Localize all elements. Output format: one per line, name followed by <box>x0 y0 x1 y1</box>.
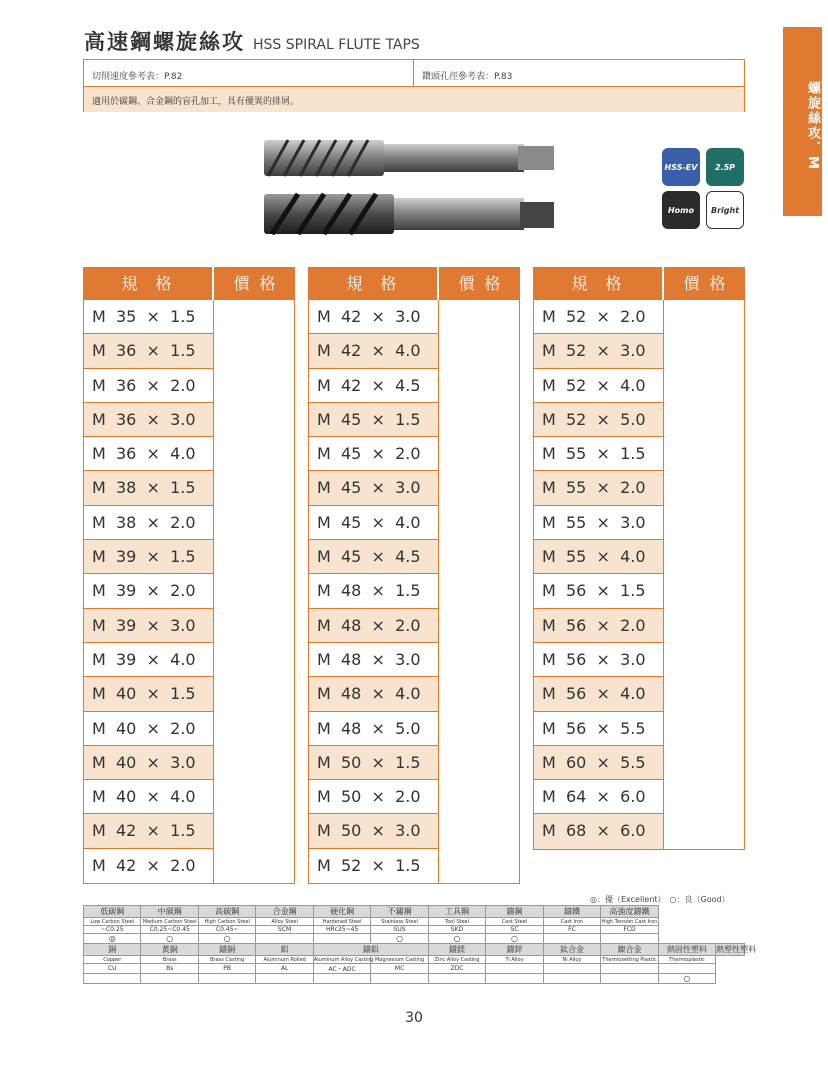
spec-row: M 52 × 4.0 <box>534 369 663 403</box>
mat-cell <box>601 974 658 984</box>
spec-header: 規格 <box>83 267 214 300</box>
spec-row: M 45 × 2.0 <box>309 437 438 471</box>
badge-2-5p: 2.5P <box>706 148 744 186</box>
mat-cell: ◎ <box>84 934 141 944</box>
spec-row: M 56 × 4.0 <box>534 677 663 711</box>
spec-row: M 42 × 4.0 <box>309 334 438 368</box>
mat-cell: MC <box>371 964 428 974</box>
mat-cell: 銅 <box>84 944 141 956</box>
mat-cell <box>543 934 600 944</box>
spec-header: 規格 <box>308 267 439 300</box>
mat-cell: Hardened Steel <box>313 918 370 926</box>
price-header: 價格 <box>458 274 511 293</box>
mat-cell: FCD <box>601 926 658 934</box>
mat-cell: High Carbon Steel <box>198 918 255 926</box>
spec-row: M 48 × 5.0 <box>309 712 438 746</box>
price-header: 價格 <box>233 274 286 293</box>
spec-row: M 48 × 2.0 <box>309 609 438 643</box>
spec-table-2 <box>308 267 520 884</box>
mat-cell: 鑄鋅 <box>486 944 543 956</box>
spec-row: M 48 × 3.0 <box>309 643 438 677</box>
mat-cell: Ti Alloy <box>486 956 543 964</box>
mat-cell: 黃銅 <box>141 944 198 956</box>
mat-cell: ○ <box>486 934 543 944</box>
spec-table-1 <box>83 267 295 884</box>
mat-cell: Zinc Alloy Casting <box>428 956 485 964</box>
info-box <box>83 59 745 112</box>
mat-row1-rating <box>84 934 745 944</box>
mat-cell <box>543 964 600 974</box>
mat-cell: Aluminum Rolled <box>256 956 313 964</box>
mat-cell: Tool Steel <box>428 918 485 926</box>
mat-cell: Thermoplastic <box>658 956 715 964</box>
mat-cell: Aluminum Alloy Casting <box>313 956 374 963</box>
mat-cell: 高強度鑄鐵 <box>601 906 658 918</box>
mat-cell: 不鏽鋼 <box>371 906 428 918</box>
mat-cell: 高碳鋼 <box>198 906 255 918</box>
spec-row: M 56 × 2.0 <box>534 609 663 643</box>
mat-cell: 鑄鎂 <box>428 944 485 956</box>
spec-row: M 45 × 4.5 <box>309 540 438 574</box>
mat-cell: ○ <box>658 974 715 984</box>
spec-row: M 56 × 5.5 <box>534 712 663 746</box>
cutting-speed-ref: 切削速度參考表：P.82 <box>84 60 414 86</box>
mat-cell: 鑄銅 <box>198 944 255 956</box>
spec-row: M 45 × 1.5 <box>309 403 438 437</box>
mat-cell: AL <box>256 964 313 974</box>
spec-row: M 55 × 1.5 <box>534 437 663 471</box>
mat-cell: 低碳鋼 <box>84 906 141 918</box>
spec-row: M 60 × 5.5 <box>534 746 663 780</box>
mat-cell <box>486 964 543 974</box>
price-column <box>214 300 294 883</box>
spec-row: M 55 × 2.0 <box>534 471 663 505</box>
rating-legend: ◎：優（Excellent） ○：良（Good） <box>590 895 730 904</box>
spec-row: M 42 × 3.0 <box>309 300 438 334</box>
mat-cell: C0.25~C0.45 <box>141 926 198 934</box>
mat-cell: Cast Iron <box>543 918 600 926</box>
mat-cell <box>141 974 198 984</box>
spec-row: M 39 × 1.5 <box>84 540 213 574</box>
mat-cell <box>84 974 141 984</box>
mat-cell: 工具鋼 <box>428 906 485 918</box>
mat-cell <box>313 934 370 944</box>
spec-row: M 39 × 3.0 <box>84 609 213 643</box>
mat-cell <box>543 974 600 984</box>
mat-cell: HRc25~45 <box>313 926 370 934</box>
mat-cell: Alloy Steel <box>256 918 313 926</box>
side-category-tab[interactable]: 螺旋絲攻．M <box>783 27 822 216</box>
mat-cell: ○ <box>371 934 428 944</box>
title-en: HSS SPIRAL FLUTE TAPS <box>253 37 420 53</box>
mat-row1-en <box>84 918 745 926</box>
spec-row: M 50 × 2.0 <box>309 780 438 814</box>
mat-cell: 熱塑性塑料 <box>716 945 757 954</box>
spec-row: M 36 × 4.0 <box>84 437 213 471</box>
tap-upper <box>264 140 554 176</box>
spec-row: M 68 × 6.0 <box>534 814 663 848</box>
drill-ref: 鑽頭孔徑參考表：P.83 <box>422 72 513 82</box>
spec-row: M 39 × 2.0 <box>84 574 213 608</box>
mat-cell: 鑄鐵 <box>543 906 600 918</box>
description: 適用於碳鋼、合金鋼的盲孔加工，具有優異的排屑。 <box>84 87 744 112</box>
spec-row: M 56 × 1.5 <box>534 574 663 608</box>
mat-cell: SKD <box>428 926 485 934</box>
mat-cell: 鑄鋼 <box>486 906 543 918</box>
spec-row: M 56 × 3.0 <box>534 643 663 677</box>
spec-row: M 50 × 3.0 <box>309 814 438 848</box>
mat-cell <box>601 964 658 974</box>
mat-cell: SC <box>486 926 543 934</box>
spec-row: M 36 × 2.0 <box>84 369 213 403</box>
spec-row: M 52 × 1.5 <box>317 855 421 875</box>
mat-cell: SCM <box>256 926 313 934</box>
mat-cell: Cast Steel <box>486 918 543 926</box>
mat-row2-code <box>84 964 745 974</box>
mat-cell: C0.45~ <box>198 926 255 934</box>
mat-cell: Copper <box>84 956 141 964</box>
spec-row: M 40 × 3.0 <box>84 746 213 780</box>
spec-row: M 40 × 4.0 <box>84 780 213 814</box>
mat-cell: Thermosetting Plastic <box>602 956 657 963</box>
mat-row2-rating <box>84 974 745 984</box>
mat-cell <box>256 934 313 944</box>
spec-row: M 42 × 2.0 <box>92 855 196 875</box>
spec-row: M 55 × 3.0 <box>534 506 663 540</box>
mat-cell: SUS <box>371 926 428 934</box>
spec-column <box>309 300 439 883</box>
mat-cell: Bs <box>141 964 198 974</box>
spec-row: M 35 × 1.5 <box>84 300 213 334</box>
spec-row: M 45 × 4.0 <box>309 506 438 540</box>
mat-cell <box>198 974 255 984</box>
spec-column <box>534 300 664 849</box>
spec-row: M 38 × 2.0 <box>84 506 213 540</box>
spec-header: 規格 <box>533 267 664 300</box>
mat-cell: Stainless Steel <box>371 918 428 926</box>
mat-cell: 鋁 <box>256 944 313 956</box>
mat-cell: 鑄鋁 <box>313 944 428 956</box>
mat-cell <box>371 974 428 984</box>
mat-cell <box>601 934 658 944</box>
mat-cell: FC <box>543 926 600 934</box>
product-image <box>258 132 558 250</box>
spec-row: M 42 × 4.5 <box>309 369 438 403</box>
mat-cell: High Tension Cast Iron <box>601 918 658 925</box>
spec-row: M 64 × 6.0 <box>534 780 663 814</box>
badge-hss-ev: HSS-EV <box>662 148 700 186</box>
mat-cell: 鈦合金 <box>543 944 600 956</box>
price-column <box>439 300 519 883</box>
mat-cell: 中碳鋼 <box>141 906 198 918</box>
badge-homo: Homo <box>662 191 700 229</box>
mat-cell <box>486 974 543 984</box>
mat-row1-zh <box>84 906 745 918</box>
mat-cell <box>313 974 370 984</box>
mat-cell: ○ <box>198 934 255 944</box>
mat-cell: ~C0.25 <box>84 926 141 934</box>
mat-cell: Low Carbon Steel <box>84 918 141 926</box>
mat-cell <box>658 964 715 974</box>
spec-row: M 39 × 4.0 <box>84 643 213 677</box>
spec-row: M 45 × 3.0 <box>309 471 438 505</box>
mat-cell: 鎳合金 <box>601 944 658 956</box>
spec-row: M 48 × 4.0 <box>309 677 438 711</box>
mat-cell: Ni Alloy <box>543 956 600 964</box>
badge-bright: Bright <box>706 191 744 229</box>
material-table <box>83 905 757 984</box>
mat-cell: ○ <box>428 934 485 944</box>
mat-cell: CU <box>84 964 141 974</box>
mat-cell: Magnesium Casting <box>371 956 428 964</box>
mat-cell: Brass <box>141 956 198 964</box>
spec-column <box>84 300 214 883</box>
spec-row: M 52 × 3.0 <box>534 334 663 368</box>
spec-row: M 52 × 2.0 <box>534 300 663 334</box>
mat-row1-code <box>84 926 745 934</box>
mat-cell: 硬化鋼 <box>313 906 370 918</box>
page-title <box>84 26 420 52</box>
title-zh: 高速鋼螺旋絲攻 <box>84 30 245 54</box>
mat-row2-zh <box>84 944 745 956</box>
spec-row: M 55 × 4.0 <box>534 540 663 574</box>
mat-cell: AC・ADC <box>313 964 370 974</box>
price-column <box>664 300 744 849</box>
price-header: 價格 <box>683 274 736 293</box>
spec-row: M 52 × 5.0 <box>534 403 663 437</box>
mat-cell: ○ <box>141 934 198 944</box>
page-number: 30 <box>405 1010 423 1026</box>
mat-cell <box>256 974 313 984</box>
spec-row: M 40 × 2.0 <box>84 712 213 746</box>
spec-row: M 36 × 1.5 <box>84 334 213 368</box>
spec-row: M 36 × 3.0 <box>84 403 213 437</box>
tap-lower <box>264 194 554 234</box>
mat-cell: Medium Carbon Steel <box>142 918 197 925</box>
spec-row: M 40 × 1.5 <box>84 677 213 711</box>
mat-cell <box>428 974 485 984</box>
mat-cell: ZDC <box>428 964 485 974</box>
mat-cell: PB <box>198 964 255 974</box>
mat-row2-en <box>84 956 745 964</box>
spec-row: M 38 × 1.5 <box>84 471 213 505</box>
feature-badges <box>662 148 746 230</box>
mat-cell: 合金鋼 <box>256 906 313 918</box>
spec-row: M 50 × 1.5 <box>309 746 438 780</box>
spec-row: M 42 × 1.5 <box>84 814 213 848</box>
mat-cell: 熱固性塑料 <box>658 944 715 956</box>
mat-cell: Brass Casting <box>198 956 255 964</box>
spec-table-3 <box>533 267 745 850</box>
spec-row: M 48 × 1.5 <box>309 574 438 608</box>
